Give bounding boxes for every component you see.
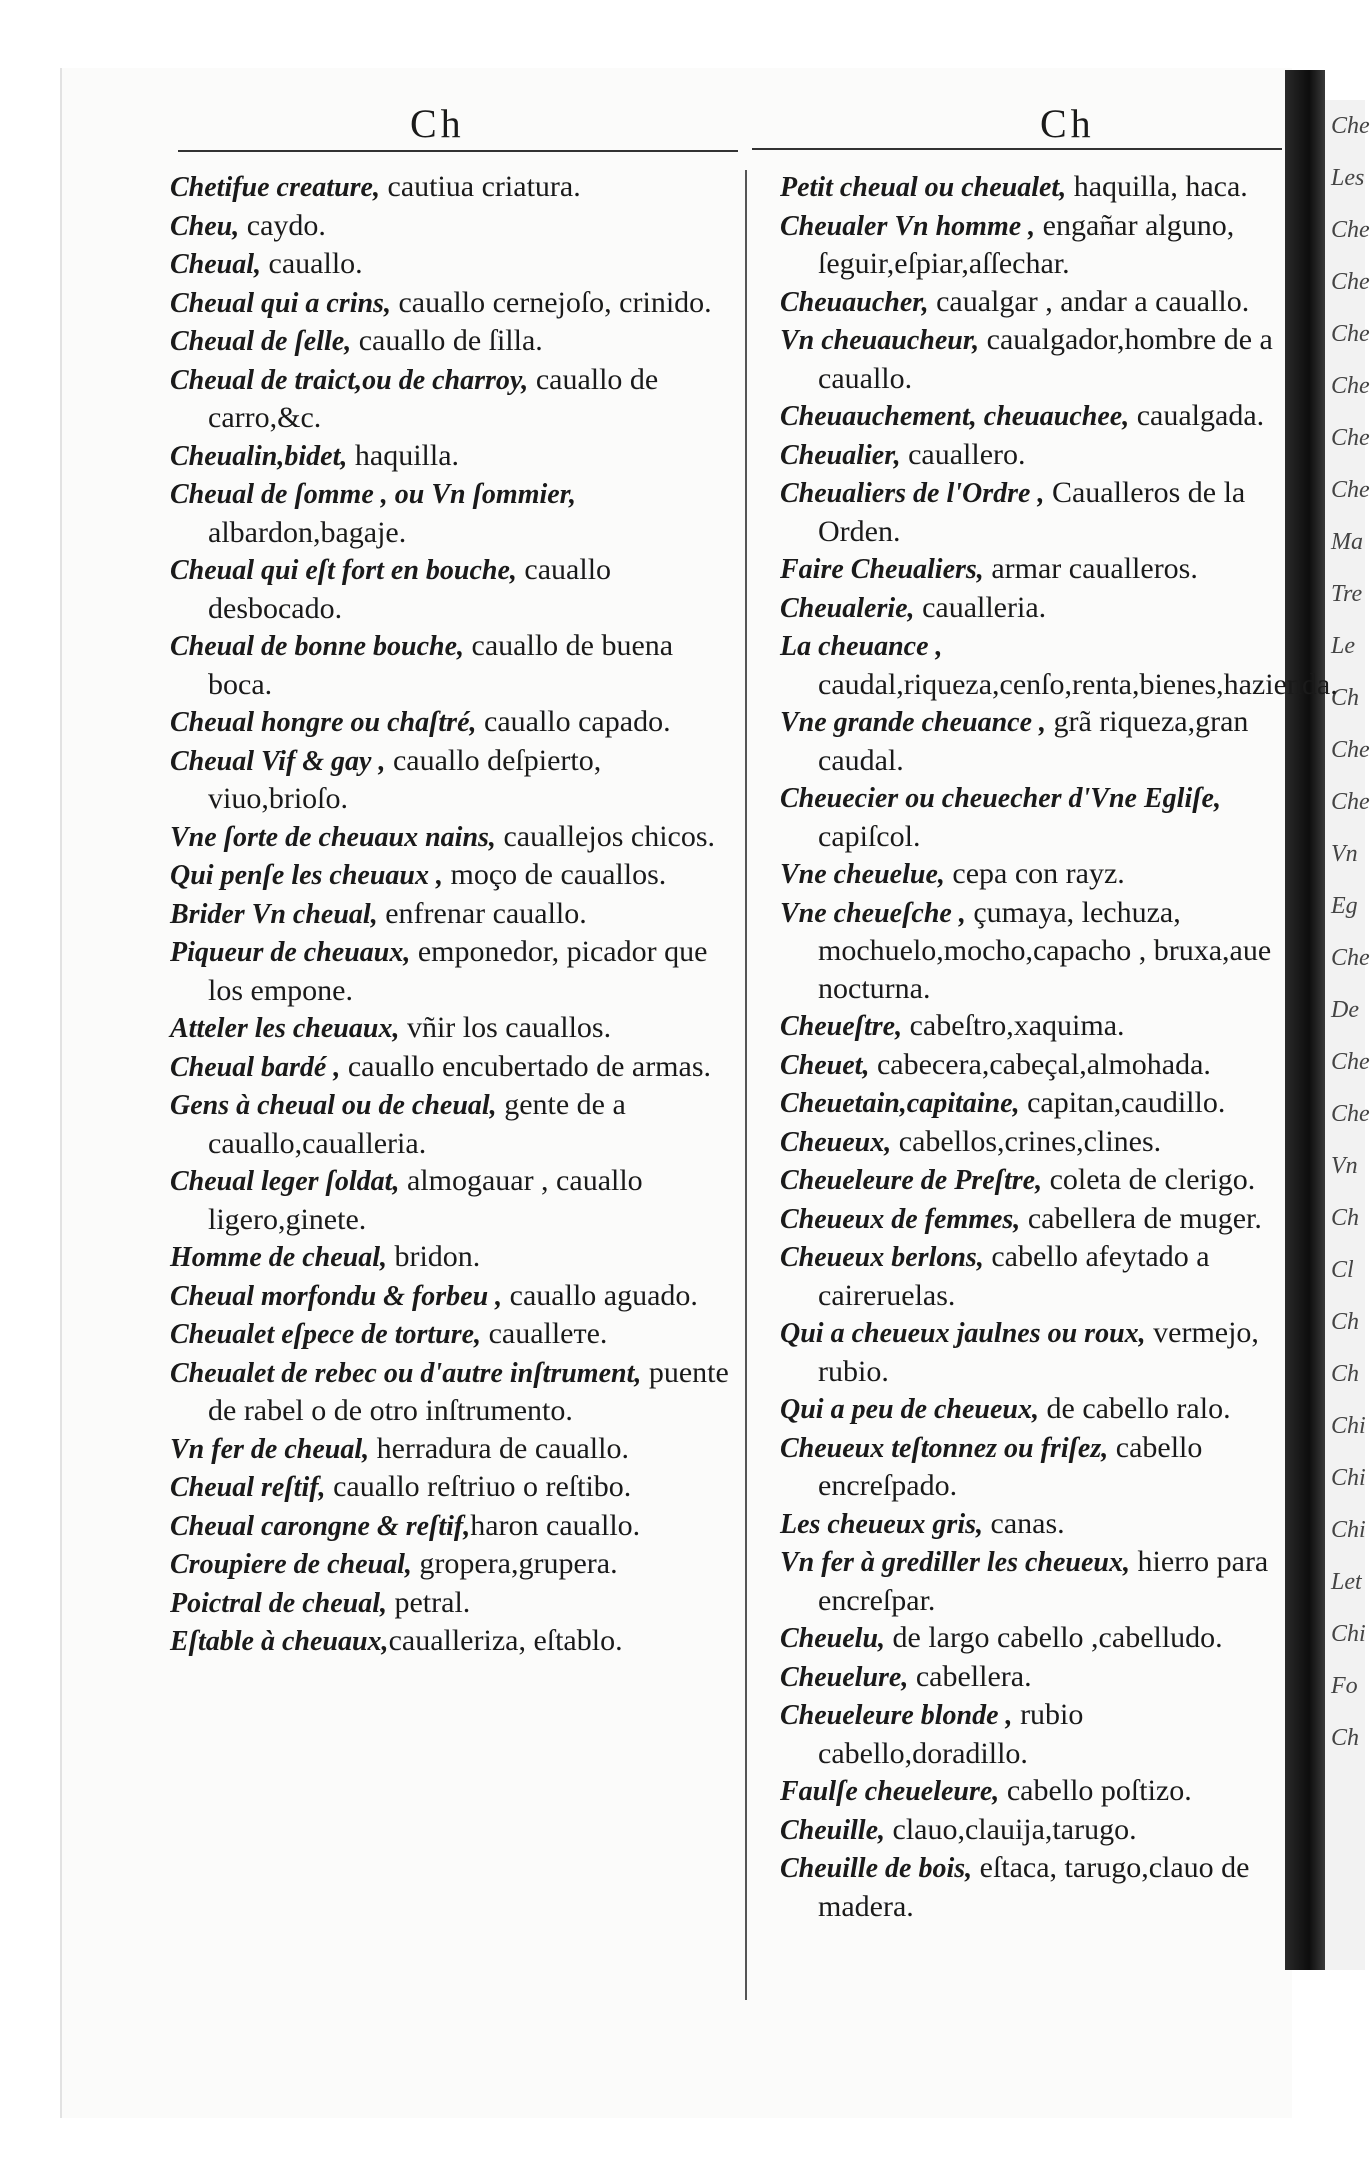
entry-headword: Cheualin,bidet, bbox=[170, 440, 348, 472]
adjacent-page-fragment: Le bbox=[1331, 633, 1355, 659]
dictionary-entry bbox=[780, 550, 1290, 589]
entry-headword: Vne grande cheuance , bbox=[780, 707, 1046, 738]
adjacent-page-fragment: Ch bbox=[1331, 1725, 1360, 1751]
dictionary-entry bbox=[170, 856, 740, 895]
entry-headword: Faire Cheualiers, bbox=[780, 554, 984, 585]
entry-headword: Qui a cheueux jaulnes ou roux, bbox=[780, 1318, 1146, 1349]
entry-headword: Cheueleure de Preſtre, bbox=[780, 1165, 1043, 1196]
adjacent-page-fragment: Ch bbox=[1331, 685, 1360, 711]
dictionary-entry bbox=[170, 322, 740, 361]
entry-definition: eſtaca, tarugo,clauo de madera. bbox=[818, 1851, 1250, 1923]
dictionary-entry bbox=[170, 1507, 740, 1546]
entry-definition: cepa con rayz. bbox=[944, 857, 1125, 890]
entry-headword: Cheual qui eſt fort en bouche, bbox=[170, 555, 517, 586]
entry-definition: de largo cabello ,cabelludo. bbox=[885, 1621, 1223, 1654]
dictionary-entry bbox=[780, 168, 1290, 207]
entry-definition: caudal,riqueza,cenſo,renta,bienes,hazienda. bbox=[818, 667, 1338, 701]
entry-definition: bridon. bbox=[386, 1240, 481, 1273]
entry-headword: Cheuelu, bbox=[780, 1623, 886, 1654]
dictionary-entry bbox=[780, 1772, 1290, 1811]
entry-definition: herradura de cauallo. bbox=[369, 1431, 629, 1465]
entry-headword: Cheual carongne & reſtif, bbox=[170, 1510, 471, 1542]
adjacent-page-fragment: Che bbox=[1331, 737, 1370, 763]
adjacent-page-edge bbox=[1325, 100, 1370, 1970]
dictionary-entry bbox=[780, 1505, 1290, 1544]
dictionary-entry bbox=[170, 1315, 740, 1354]
entry-headword: Cheualet eſpece de torture, bbox=[170, 1319, 482, 1350]
dictionary-entry bbox=[780, 894, 1290, 1008]
entry-definition: cauallo capado. bbox=[476, 705, 671, 738]
entry-definition: cauallo desbocado. bbox=[208, 553, 612, 625]
entry-definition: caualgada. bbox=[1129, 399, 1265, 432]
entry-definition: moço de cauallos. bbox=[443, 858, 667, 891]
dictionary-entry bbox=[780, 1390, 1290, 1429]
entry-definition: haron cauallo. bbox=[470, 1508, 641, 1542]
entry-headword: Cheu, bbox=[170, 210, 240, 242]
entry-headword: Cheuetain,capitaine, bbox=[780, 1088, 1020, 1119]
dictionary-entry bbox=[780, 627, 1338, 703]
entry-definition: enfrenar cauallo. bbox=[377, 896, 587, 930]
entry-definition: clauo,clauija,tarugo. bbox=[885, 1812, 1137, 1846]
entry-headword: Cheual Vif & gay , bbox=[170, 745, 386, 777]
dictionary-entry bbox=[170, 1584, 740, 1623]
entry-headword: Cheual de ſelle, bbox=[170, 326, 352, 357]
entry-headword: Cheualiers de l'Ordre , bbox=[780, 478, 1045, 509]
entry-headword: Vn cheuaucheur, bbox=[780, 325, 980, 356]
dictionary-entry bbox=[170, 475, 740, 551]
adjacent-page-fragment: Che bbox=[1331, 321, 1370, 347]
entry-definition: cauallo encubertado de armas. bbox=[340, 1049, 712, 1083]
adjacent-page-fragment: Ma bbox=[1331, 529, 1363, 555]
dictionary-entry bbox=[170, 1086, 740, 1162]
entry-definition: çumaya, lechuza, mochuelo,mocho,capacho , bruxa,aue nocturna. bbox=[818, 895, 1272, 1005]
entry-definition: caualleте. bbox=[481, 1317, 608, 1350]
entry-definition: cauallo reſtriuo o reſtibo. bbox=[325, 1470, 632, 1503]
entry-headword: La cheuance , bbox=[780, 631, 943, 662]
adjacent-page-fragment: Che bbox=[1331, 945, 1370, 971]
adjacent-page-fragment: Fo bbox=[1331, 1673, 1358, 1699]
dictionary-entry bbox=[170, 1277, 740, 1316]
entry-headword: Brider Vn cheual, bbox=[170, 898, 378, 930]
adjacent-page-fragment: Chi bbox=[1331, 1465, 1366, 1491]
adjacent-page-fragment: Tre bbox=[1331, 581, 1363, 607]
adjacent-page-fragment: Che bbox=[1331, 425, 1370, 451]
entry-headword: Faulſe cheueleure, bbox=[780, 1776, 1000, 1807]
dictionary-entry bbox=[170, 742, 740, 818]
entry-headword: Petit cheual ou cheualet, bbox=[780, 172, 1067, 203]
right-column-header: Ch bbox=[1040, 101, 1095, 146]
entry-definition: cauallo de ſilla. bbox=[351, 324, 543, 357]
entry-headword: Cheualet de rebec ou d'autre inſtrument, bbox=[170, 1357, 642, 1389]
dictionary-entry bbox=[780, 1007, 1290, 1046]
entry-definition: cabellera de muger. bbox=[1020, 1201, 1262, 1235]
dictionary-entry bbox=[170, 284, 740, 323]
entry-headword: Homme de cheual, bbox=[170, 1242, 387, 1273]
dictionary-entry bbox=[170, 1048, 740, 1087]
dictionary-entry bbox=[780, 1238, 1290, 1314]
adjacent-page-fragment: Chi bbox=[1331, 1517, 1366, 1543]
entry-definition: canas. bbox=[983, 1506, 1065, 1540]
entry-headword: Cheueſtre, bbox=[780, 1011, 903, 1042]
dictionary-entry bbox=[170, 895, 740, 934]
entry-definition: engañar alguno, ſeguir,eſpiar,aſſechar. bbox=[818, 208, 1235, 280]
dictionary-entry bbox=[170, 1009, 740, 1048]
entry-definition: cauallo. bbox=[261, 247, 363, 280]
dictionary-entry bbox=[780, 779, 1290, 855]
adjacent-page-fragment: Ch bbox=[1331, 1309, 1360, 1335]
dictionary-entry bbox=[170, 1162, 740, 1238]
adjacent-page-fragment: Che bbox=[1331, 1101, 1370, 1127]
entry-definition: vermejo, rubio. bbox=[818, 1316, 1259, 1388]
entry-headword: Cheueleure blonde , bbox=[780, 1700, 1013, 1731]
dictionary-entry bbox=[780, 1619, 1290, 1658]
entry-definition: cautiua criatura. bbox=[380, 170, 581, 203]
entry-definition: rubio cabello,doradillo. bbox=[818, 1698, 1084, 1770]
dictionary-entry bbox=[780, 1658, 1290, 1697]
entry-definition: cauallero. bbox=[900, 437, 1026, 471]
entry-headword: Chetifue creature, bbox=[170, 172, 380, 203]
entry-headword: Cheual bardé , bbox=[170, 1051, 341, 1083]
entry-definition: cabello afeytado a caireruelas. bbox=[818, 1240, 1210, 1312]
dictionary-entry bbox=[170, 437, 740, 476]
book-binding bbox=[1285, 70, 1325, 1970]
entry-definition: cauallejos chicos. bbox=[495, 819, 716, 853]
entry-definition: haquilla. bbox=[347, 438, 460, 472]
dictionary-entry bbox=[780, 855, 1290, 894]
entry-headword: Les cheueux gris, bbox=[780, 1508, 983, 1540]
adjacent-page-fragment: Cl bbox=[1331, 1257, 1354, 1283]
dictionary-entry bbox=[780, 474, 1290, 550]
dictionary-entry bbox=[780, 207, 1290, 283]
dictionary-entry bbox=[170, 1354, 740, 1430]
dictionary-entry bbox=[780, 1543, 1290, 1619]
dictionary-entry bbox=[170, 1468, 740, 1507]
dictionary-entry bbox=[780, 1123, 1290, 1162]
adjacent-page-fragment: De bbox=[1331, 997, 1359, 1023]
adjacent-page-fragment: Let bbox=[1331, 1569, 1362, 1595]
dictionary-entry bbox=[170, 627, 740, 703]
entry-definition: de cabello ralo. bbox=[1039, 1392, 1231, 1425]
entry-headword: Cheueux de femmes, bbox=[780, 1203, 1021, 1235]
dictionary-entry bbox=[170, 703, 740, 742]
entry-definition: cabecera,cabeçal,almohada. bbox=[869, 1047, 1211, 1081]
entry-definition: puente de rabel o de otro inſtrumento. bbox=[208, 1355, 729, 1427]
column-divider bbox=[745, 170, 747, 2000]
entry-definition: cauallo de carro,&c. bbox=[208, 362, 659, 434]
dictionary-entry bbox=[780, 397, 1290, 436]
dictionary-entry bbox=[170, 1430, 740, 1469]
entry-headword: Cheualerie, bbox=[780, 592, 915, 624]
adjacent-page-fragment: Vn bbox=[1331, 1153, 1358, 1179]
dictionary-entry bbox=[780, 1200, 1290, 1239]
entry-definition: capiſcol. bbox=[818, 819, 921, 853]
dictionary-entry bbox=[170, 1622, 740, 1661]
dictionary-entry bbox=[780, 589, 1290, 628]
adjacent-page-fragment: Che bbox=[1331, 217, 1370, 243]
entry-definition: emponedor, picador que los empone. bbox=[208, 935, 708, 1007]
entry-headword: Cheualer Vn homme , bbox=[780, 210, 1036, 242]
dictionary-entry bbox=[170, 168, 740, 207]
entry-headword: Vn fer à grediller les cheueux, bbox=[780, 1547, 1130, 1578]
entry-definition: caualgador,hombre de a cauallo. bbox=[818, 323, 1273, 395]
entry-headword: Cheual hongre ou chaſtré, bbox=[170, 707, 477, 738]
dictionary-entry bbox=[170, 1238, 740, 1277]
entry-definition: caualleria. bbox=[914, 590, 1047, 624]
adjacent-page-fragment: Ch bbox=[1331, 1361, 1360, 1387]
entry-headword: Cheual reſtif, bbox=[170, 1472, 326, 1503]
dictionary-entry bbox=[780, 1046, 1290, 1085]
adjacent-page-fragment: Che bbox=[1331, 269, 1370, 295]
entry-definition: caualgar , andar a cauallo. bbox=[928, 284, 1250, 318]
entry-headword: Cheuet, bbox=[780, 1049, 870, 1081]
entry-headword: Croupiere de cheual, bbox=[170, 1549, 412, 1580]
dictionary-entry bbox=[170, 933, 740, 1009]
entry-headword: Qui a peu de cheueux, bbox=[780, 1394, 1039, 1425]
entry-definition: cauallo deſpierto, viuo,brioſo. bbox=[208, 743, 602, 815]
entry-headword: Cheuaucher, bbox=[780, 286, 929, 318]
left-column-header: Ch bbox=[410, 101, 465, 146]
dictionary-entry bbox=[170, 207, 740, 246]
entry-headword: Cheuille, bbox=[780, 1814, 886, 1846]
adjacent-page-fragment: Che bbox=[1331, 1049, 1370, 1075]
adjacent-page-fragment: Che bbox=[1331, 113, 1370, 139]
entry-definition: grã riqueza,gran caudal. bbox=[818, 705, 1249, 777]
adjacent-page-fragment: Chi bbox=[1331, 1621, 1366, 1647]
entry-headword: Cheuecier ou cheuecher d'Vne Egliſe, bbox=[780, 783, 1221, 814]
entry-definition: armar caualleros. bbox=[983, 552, 1198, 585]
entry-headword: Poictral de cheual, bbox=[170, 1587, 387, 1619]
entry-definition: cabello poſtizo. bbox=[999, 1774, 1192, 1807]
entry-definition: almogauar , cauallo ligero,ginete. bbox=[208, 1164, 643, 1236]
dictionary-entry bbox=[780, 1696, 1290, 1772]
dictionary-entry bbox=[780, 283, 1290, 322]
entry-headword: Vne cheueſche , bbox=[780, 897, 966, 929]
entry-definition: petral. bbox=[386, 1585, 471, 1619]
dictionary-entry bbox=[780, 1084, 1290, 1123]
entry-definition: cabellera. bbox=[908, 1659, 1032, 1693]
dictionary-entry bbox=[170, 361, 740, 437]
entry-headword: Cheueux, bbox=[780, 1126, 892, 1158]
dictionary-entry bbox=[780, 1849, 1290, 1925]
entry-headword: Eſtable à cheuaux, bbox=[170, 1626, 389, 1657]
dictionary-entry bbox=[780, 1314, 1290, 1390]
left-column bbox=[170, 168, 740, 1661]
dictionary-entry bbox=[170, 1545, 740, 1584]
entry-headword: Vne cheuelue, bbox=[780, 859, 945, 890]
entry-definition: cabeſtro,xaquima. bbox=[902, 1009, 1125, 1042]
dictionary-entry bbox=[780, 1161, 1290, 1200]
adjacent-page-fragment: Vn bbox=[1331, 841, 1358, 867]
dictionary-entry bbox=[780, 1811, 1290, 1850]
entry-definition: Caualleros de la Orden. bbox=[818, 476, 1246, 548]
adjacent-page-fragment: Che bbox=[1331, 373, 1370, 399]
entry-headword: Cheual de traict,ou de charroy, bbox=[170, 364, 529, 396]
right-column bbox=[780, 168, 1338, 1925]
entry-headword: Cheual de bonne bouche, bbox=[170, 631, 465, 662]
dictionary-entry bbox=[170, 245, 740, 284]
entry-headword: Vn fer de cheual, bbox=[170, 1433, 370, 1465]
entry-definition: gropera,grupera. bbox=[411, 1547, 618, 1580]
entry-definition: cauallo aguado. bbox=[502, 1278, 698, 1312]
adjacent-page-fragment: Les bbox=[1331, 165, 1365, 191]
dictionary-entry bbox=[170, 551, 740, 627]
entry-definition: cabellos,crines,clines. bbox=[891, 1124, 1162, 1158]
entry-headword: Cheualier, bbox=[780, 439, 901, 471]
entry-headword: Cheual leger ſoldat, bbox=[170, 1166, 400, 1197]
entry-headword: Cheueux teſtonnez ou friſez, bbox=[780, 1432, 1109, 1464]
entry-headword: Cheual, bbox=[170, 249, 262, 280]
entry-definition: haquilla, haca. bbox=[1066, 170, 1248, 203]
entry-definition: coleta de clerigo. bbox=[1042, 1163, 1256, 1196]
entry-headword: Qui penſe les cheuaux , bbox=[170, 860, 443, 891]
dictionary-entry bbox=[780, 1429, 1290, 1505]
entry-headword: Vne ſorte de cheuaux nains, bbox=[170, 821, 496, 853]
header-rule-right bbox=[752, 148, 1282, 150]
entry-definition: cabello encreſpado. bbox=[818, 1430, 1203, 1502]
adjacent-page-fragment: Chi bbox=[1331, 1413, 1366, 1439]
adjacent-page-fragment: Che bbox=[1331, 789, 1370, 815]
adjacent-page-fragment: Eg bbox=[1331, 893, 1358, 919]
dictionary-entry bbox=[780, 321, 1290, 397]
entry-definition: cauallo cernejoſo, crinido. bbox=[390, 285, 712, 319]
entry-headword: Cheueux berlons, bbox=[780, 1242, 984, 1273]
entry-definition: hierro para encreſpar. bbox=[818, 1545, 1269, 1617]
entry-definition: albardon,bagaje. bbox=[208, 515, 407, 549]
entry-definition: vñir los cauallos. bbox=[399, 1011, 612, 1044]
entry-headword: Cheual qui a crins, bbox=[170, 287, 391, 319]
entry-definition: capitan,caudillo. bbox=[1019, 1086, 1226, 1119]
entry-definition: gente de a cauallo,caualleria. bbox=[208, 1088, 626, 1160]
entry-headword: Cheuauchement, cheuauchee, bbox=[780, 401, 1130, 432]
entry-headword: Piqueur de cheuaux, bbox=[170, 937, 411, 968]
entry-headword: Cheuille de bois, bbox=[780, 1853, 973, 1884]
dictionary-entry bbox=[780, 436, 1290, 475]
entry-definition: caydo. bbox=[239, 208, 326, 242]
adjacent-page-fragment: Che bbox=[1331, 477, 1370, 503]
dictionary-entry bbox=[170, 818, 740, 857]
adjacent-page-fragment: Ch bbox=[1331, 1205, 1360, 1231]
entry-headword: Gens à cheual ou de cheual, bbox=[170, 1090, 497, 1121]
dictionary-entry bbox=[780, 703, 1290, 779]
header-rule-left bbox=[178, 150, 738, 152]
entry-definition: caualleriza, eſtablo. bbox=[388, 1624, 623, 1657]
entry-headword: Cheuelure, bbox=[780, 1661, 909, 1693]
entry-headword: Cheual de ſomme , ou Vn ſommier, bbox=[170, 479, 577, 510]
entry-definition: cauallo de buena boca. bbox=[208, 629, 674, 701]
entry-headword: Atteler les cheuaux, bbox=[170, 1013, 400, 1044]
entry-headword: Cheual morfondu & forbeu , bbox=[170, 1280, 503, 1312]
